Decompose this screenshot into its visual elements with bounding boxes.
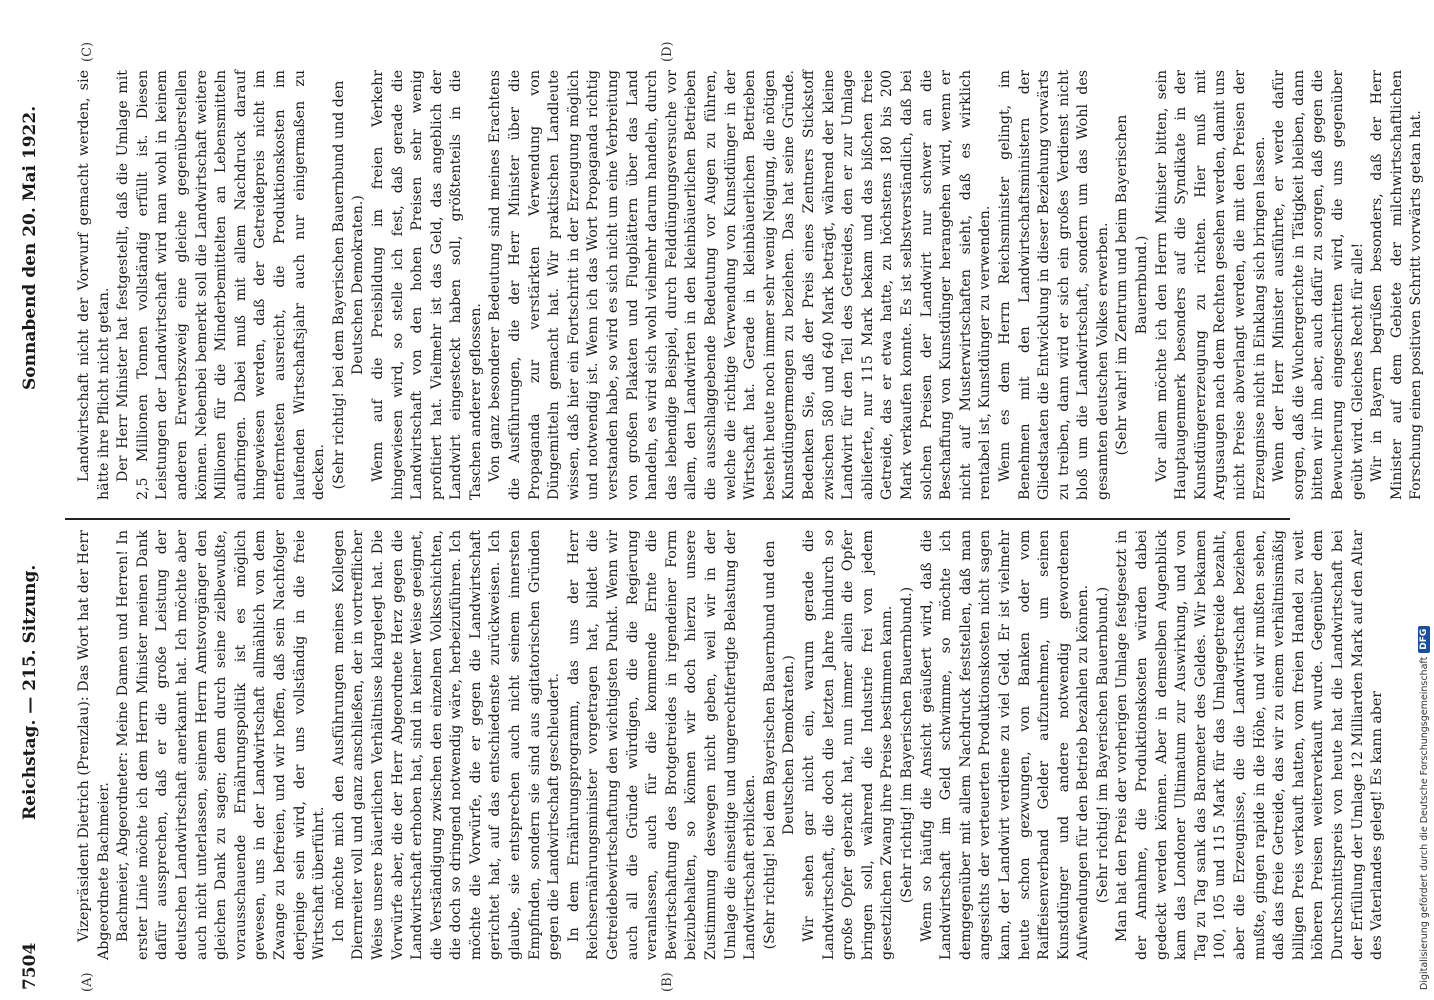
dfg-logo: DFG	[1418, 626, 1430, 653]
paragraph: Vor allem möchte ich den Herrn Minister bitten, sein Hauptaugenmerk besonders auf die Syndikate in der Kunstdüngererzeugung zu richten. Hier muß mit Argusaugen nach dem Rechten gesehen werden, damit uns nicht Preise abverlangt werden, die mit den Preisen der Erzeugnisse nicht in Einklang sich bringen lassen.	[1153, 70, 1268, 500]
paragraph: Bachmeier, Abgeordneter: Meine Damen und Herren! In erster Linie möchte ich dem Herrn Minister meinen Dank dafür aussprechen, daß er die große Leistung der deutschen Landwirtschaft anerkannt hat. Ich möchte aber auch nicht unterlassen, seinem Herrn Amtsvorgänger den gleichen Dank zu sagen; denn durch seine zielbewußte, vorausschauende Ernährungspolitik ist es möglich gewesen, uns in der Landwirtschaft allmählich von dem Zwange zu befreien, und wir hoffen, daß sein Nachfolger derjenige sein wird, der uns vollständig in die freie Wirtschaft überführt.	[115, 530, 328, 960]
session-title: Reichstag. — 215. Sitzung.	[20, 564, 40, 820]
column-divider	[65, 519, 1290, 521]
paragraph: Wenn so häufig die Ansicht geäußert wird, daß die Landwirtschaft im Geld schwimme, so möchte ich demgegenüber mit allem Nachdruck feststellen, daß man angesichts der verteuerten Produktionskosten nicht sagen kann, der Landwirt verdiene zu viel Geld. Er ist vielmehr heute schon gezwungen, von Banken oder vom Raiffeisenverband Gelder aufzunehmen, um seinen Kunstdünger und andere notwendig gewordenen Aufwendungen für den Betrieb bezahlen zu können.	[918, 530, 1092, 960]
paragraph: Man hat den Preis der vorherigen Umlage festgesetzt in der Annahme, die Produktionskosten würden dabei gedeckt werden können. Aber in demselben Augenblick kam das Londoner Ultimatum zur Auswirkung, und von Tag zu Tag sank das Barometer des Geldes. Wir bekamen 100, 105 und 115 Mark für das Umlagegetreide bezahlt, aber die Erzeugnisse, die die Landwirtschaft beziehen mußte, gingen rapide in die Höhe, und wir mußten sehen, daß das freie Getreide, das wir zu einem verhältnismäßig billigen Preis verkauft hatten, vom freien Handel zu weit höheren Preisen weiterverkauft wurde. Gegenüber dem Durchschnittspreis von heute hat die Landwirtschaft bei der Erfüllung der Umlage 12 Milliarden Mark auf den Altar des Vaterlandes gelegt! Es kann aber	[1114, 530, 1386, 960]
margin-marker-d: (D)	[660, 41, 675, 62]
paragraph: (Sehr richtig! im Bayerischen Bauernbund.)	[898, 586, 915, 904]
margin-marker-a: (A)	[80, 972, 95, 992]
paragraph: Wir sehen gar nicht ein, warum gerade die Landwirtschaft, die doch die letzten Jahre hindurch so große Opfer gebracht hat, nun immer allein die Opfer bringen soll, während die Industrie frei von jedem gesetzlichen Zwang ihre Preise bestimmen kann.	[800, 530, 896, 960]
paragraph: Wenn es dem Herrn Reichsminister gelingt, im Benehmen mit den Landwirtschaftsministern der Gliedstaaten die Entwicklung in dieser Beziehung vorwärts zu treiben, dann wird er sich ein großes Verdienst nicht bloß um die Landwirtschaft, sondern um das Wohl des gesamten deutschen Volkes erwerben.	[996, 70, 1111, 500]
paragraph: Wenn auf die Preisbildung im freien Verkehr hingewiesen wird, so stelle ich fest, daß gerade die Landwirtschaft von den hohen Preisen sehr wenig profitiert hat. Vielmehr ist das Geld, das angeblich der Landwirt eingesteckt haben soll, größtenteils in die Taschen anderer geflossen.	[369, 70, 484, 500]
margin-marker-c: (C)	[80, 41, 95, 62]
paragraph: Von ganz besonderer Bedeutung sind meines Erachtens die Ausführungen, die der Herr Minister über die Propaganda zur verstärkten Verwendung von Düngemitteln gemacht hat. Wir praktischen Landleute wissen, daß hier ein Fortschritt in der Erzeugung möglich und notwendig ist. Wenn ich das Wort Propaganda richtig verstanden habe, so wird es sich nicht um eine Verbreitung von großen Plakaten und Flugblättern über das Land handeln, es wird sich wohl vielmehr darum handeln, durch das lebendige Beispiel, durch Felddüngungsversuche vor allem, den Landwirten in den kleinbäuerlichen Betrieben die ausschlaggebende Bedeutung vor Augen zu führen, welche die richtige Verwendung von Kunstdünger in der Wirtschaft hat. Gerade in kleinbäuerlichen Betrieben besteht heute noch immer sehr wenig Neigung, die nötigen Kunstdüngermengen zu beziehen. Das hat seine Gründe. Bedenken Sie, daß der Preis eines Zentners Stickstoff zwischen 580 und 640 Mark beträgt, während der kleine Landwirt für den Teil des Getreides, den er zur Umlage ablieferte, nur 115 Mark bekam und das bißchen freie Getreide, das er etwa hatte, zu höchstens 180 bis 200 Mark verkaufen konnte. Es ist selbstverständlich, daß bei solchen Preisen der Landwirt nur schwer an die Beschaffung von Kunstdünger herangehen wird, wenn er nicht auf Musterwirtschaften sieht, daß es wirklich rentabel ist, Kunstdünger zu verwenden.	[487, 70, 994, 500]
paragraph: (Sehr richtig! bei dem Bayerischen Bauernbund und den Deutschen Demokraten.)	[761, 540, 798, 950]
paragraph: In dem Ernährungsprogramm, das uns der Herr Reichsernährungsminister vorgetragen hat, bildet die Getreidebewirtschaftung den wichtigsten Punkt. Wenn wir auch all die Gründe würdigen, die die Regierung veranlassen, auch für die kommende Ernte die Bewirtschaftung des Brotgetreides in irgendeiner Form beizubehalten, so können wir doch hierzu unsere Zustimmung deswegen nicht geben, weil wir in der Umlage die einseitige und ungerechtfertigte Belastung der Landwirtschaft erblicken.	[565, 530, 759, 960]
paragraph: (Sehr richtig! bei dem Bayerischen Bauernbund und den Deutschen Demokraten.)	[330, 80, 367, 490]
paragraph: Wir in Bayern begrüßen besonders, daß der Herr Minister auf dem Gebiete der milchwirtschaftlichen Forschung einen positiven Schritt vorwärts getan hat.	[1369, 70, 1425, 500]
paragraph: Wenn der Herr Minister ausführte, er werde dafür sorgen, daß die Wuchergerichte in Tätigkeit bleiben, dann bitten wir ihn aber, auch dafür zu sorgen, daß gegen die Bewucherung eingeschritten wird, die uns gegenüber geübt wird. Gleiches Recht für alle!	[1271, 70, 1366, 500]
paragraph: (Sehr richtig! im Bayerischen Bauernbund.)	[1094, 586, 1111, 904]
left-column	[75, 530, 1386, 960]
paragraph: Der Herr Minister hat festgestellt, daß die Umlage mit 2,5 Millionen Tonnen vollständig erfüllt ist. Diesen Leistungen der Landwirtschaft wird man wohl in keinem anderen Erwerbszweig eine gleiche gegenüberstellen können. Nebenbei bemerkt soll die Landwirtschaft weitere Millionen für die Minderbemittelten an Lebensmitteln aufbringen. Dabei muß mit allem Nachdruck darauf hingewiesen werden, daß der Getreidepreis nicht im entferntesten ausreicht, die Produktionskosten im laufenden Wirtschaftsjahr auch nur einigermaßen zu decken.	[115, 70, 328, 500]
paragraph: Vizepräsident Dietrich (Prenzlau): Das Wort hat der Herr Abgeordnete Bachmeier.	[76, 530, 112, 960]
right-column	[75, 70, 1425, 500]
paragraph: (Sehr wahr! im Zentrum und beim Bayerischen Bauernbund.)	[1114, 114, 1151, 456]
credit-text: Digitalisierung gefördert durch die Deutsche Forschungsgemeinschaft	[1418, 656, 1430, 990]
page-number: 7504	[20, 942, 40, 990]
digitization-credit	[1416, 10, 1432, 990]
paragraph: Ich möchte mich den Ausführungen meines Kollegen Diernreiter voll und ganz anschließen, der in vortrefflicher Weise unsere bäuerlichen Verhältnisse klargelegt hat. Die Vorwürfe aber, die der Herr Abgeordnete Herz gegen die Landwirtschaft erhoben hat, sind in keiner Weise geeignet, die Verständigung zwischen den einzelnen Volksschichten, die doch so dringend notwendig wäre, herbeizuführen. Ich möchte die Vorwürfe, die er gegen die Landwirtschaft gerichtet hat, auf das entschiedenste zurückweisen. Ich glaube, sie entsprechen auch nicht seinem innersten Empfinden, sondern sie sind aus agitatorischen Gründen gegen die Landwirtschaft geschleudert.	[330, 530, 563, 960]
paragraph: Landwirtschaft nicht der Vorwurf gemacht werden, sie hätte ihre Pflicht nicht getan.	[76, 70, 112, 500]
page-header	[10, 40, 50, 1000]
margin-marker-b: (B)	[660, 972, 675, 992]
session-date: Sonnabend den 20. Mai 1922.	[20, 105, 40, 390]
